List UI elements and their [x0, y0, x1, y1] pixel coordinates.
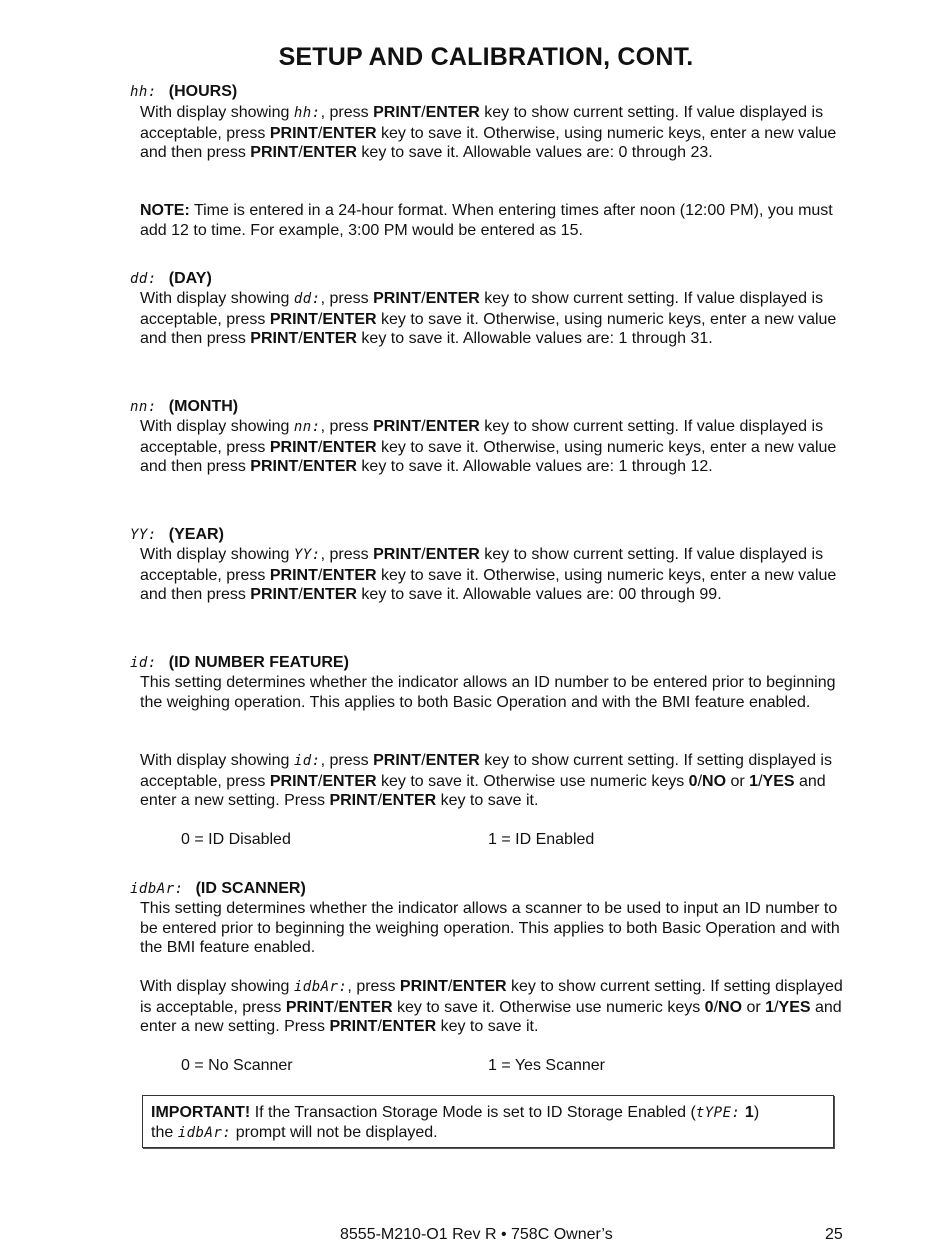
day-heading: [130, 269, 212, 289]
id-scanner-heading: [130, 879, 306, 899]
important-label: IMPORTANT!: [151, 1104, 251, 1121]
year-code: YY:: [130, 527, 157, 543]
id-scanner-description: This setting determines whether the indicator allows a scanner to be used to input an ID number to be entered prior to beginning the weighing operation. This applies to both Basic Operation and with the BMI feature enabled.: [140, 900, 840, 957]
year-heading: [130, 525, 224, 545]
id-number-code: id:: [130, 655, 157, 671]
day-paragraph: With display showing dd:, press PRINT/ENTER key to show current setting. If value displayed is acceptable, press PRINT/ENTER key to save it. Otherwise, using numeric keys, enter a new value and then press PRINT/ENTER key to save it. Allowable values are: 1 through 31.: [140, 290, 837, 348]
month-code: nn:: [130, 399, 157, 415]
hours-note: NOTE: Time is entered in a 24-hour format. When entering times after noon (12:00 PM), you must add 12 to time. For example, 3:00 PM would be entered as 15.: [140, 202, 833, 239]
id-number-label: (ID NUMBER FEATURE): [168, 654, 349, 671]
id-number-option-1: 1 = ID Enabled: [488, 831, 595, 848]
id-scanner-label: (ID SCANNER): [195, 880, 306, 897]
page-number: 25: [825, 1226, 843, 1243]
hours-code: hh:: [130, 84, 157, 100]
hours-paragraph: With display showing hh:, press PRINT/ENTER key to show current setting. If value displayed is acceptable, press PRINT/ENTER key to save it. Otherwise, using numeric keys, enter a new value and then press PRINT/ENTER key to save it. Allowable values are: 0 through 23.: [140, 104, 837, 162]
id-number-description: This setting determines whether the indicator allows an ID number to be entered prior to beginning the weighing operation. This applies to both Basic Operation and with the BMI feature enabled.: [140, 674, 836, 711]
month-label: (MONTH): [168, 398, 239, 415]
hours-heading: [130, 82, 237, 102]
id-scanner-code: idbAr:: [130, 881, 184, 897]
hours-label: (HOURS): [168, 83, 238, 100]
note-label: NOTE:: [140, 202, 190, 219]
id-scanner-option-0: 0 = No Scanner: [181, 1057, 293, 1074]
year-paragraph: With display showing YY:, press PRINT/ENTER key to show current setting. If value displayed is acceptable, press PRINT/ENTER key to save it. Otherwise, using numeric keys, enter a new value and then press PRINT/ENTER key to save it. Allowable values are: 00 through 99.: [140, 546, 837, 604]
id-number-paragraph: With display showing id:, press PRINT/ENTER key to show current setting. If setting displayed is acceptable, press PRINT/ENTER key to save it. Otherwise use numeric keys 0/NO or 1/YES and enter a new setting. Press PRINT/ENTER key to save it.: [140, 752, 832, 810]
important-notice-box: IMPORTANT! If the Transaction Storage Mode is set to ID Storage Enabled (tYPE: 1) the idbAr: prompt will not be displayed.: [142, 1095, 834, 1148]
day-code: dd:: [130, 271, 157, 287]
day-label: (DAY): [168, 270, 212, 287]
id-number-option-0: 0 = ID Disabled: [181, 831, 291, 848]
footer-document-id: 8555-M210-O1 Rev R • 758C Owner’s: [340, 1226, 613, 1243]
type-code: tYPE:: [695, 1105, 741, 1121]
page-title: SETUP AND CALIBRATION, CONT.: [278, 43, 694, 71]
id-scanner-paragraph: With display showing idbAr:, press PRINT/ENTER key to show current setting. If setting displayed is acceptable, press PRINT/ENTER key to save it. Otherwise use numeric keys 0/NO or 1/YES and enter a new setting. Press PRINT/ENTER key to save it.: [140, 978, 843, 1036]
prompt-code: idbAr:: [177, 1125, 232, 1141]
year-label: (YEAR): [168, 526, 224, 543]
id-scanner-option-1: 1 = Yes Scanner: [488, 1057, 605, 1074]
month-heading: [130, 397, 238, 417]
month-paragraph: With display showing nn:, press PRINT/ENTER key to show current setting. If value displayed is acceptable, press PRINT/ENTER key to save it. Otherwise, using numeric keys, enter a new value and then press PRINT/ENTER key to save it. Allowable values are: 1 through 12.: [140, 418, 837, 476]
id-number-heading: [130, 653, 349, 673]
